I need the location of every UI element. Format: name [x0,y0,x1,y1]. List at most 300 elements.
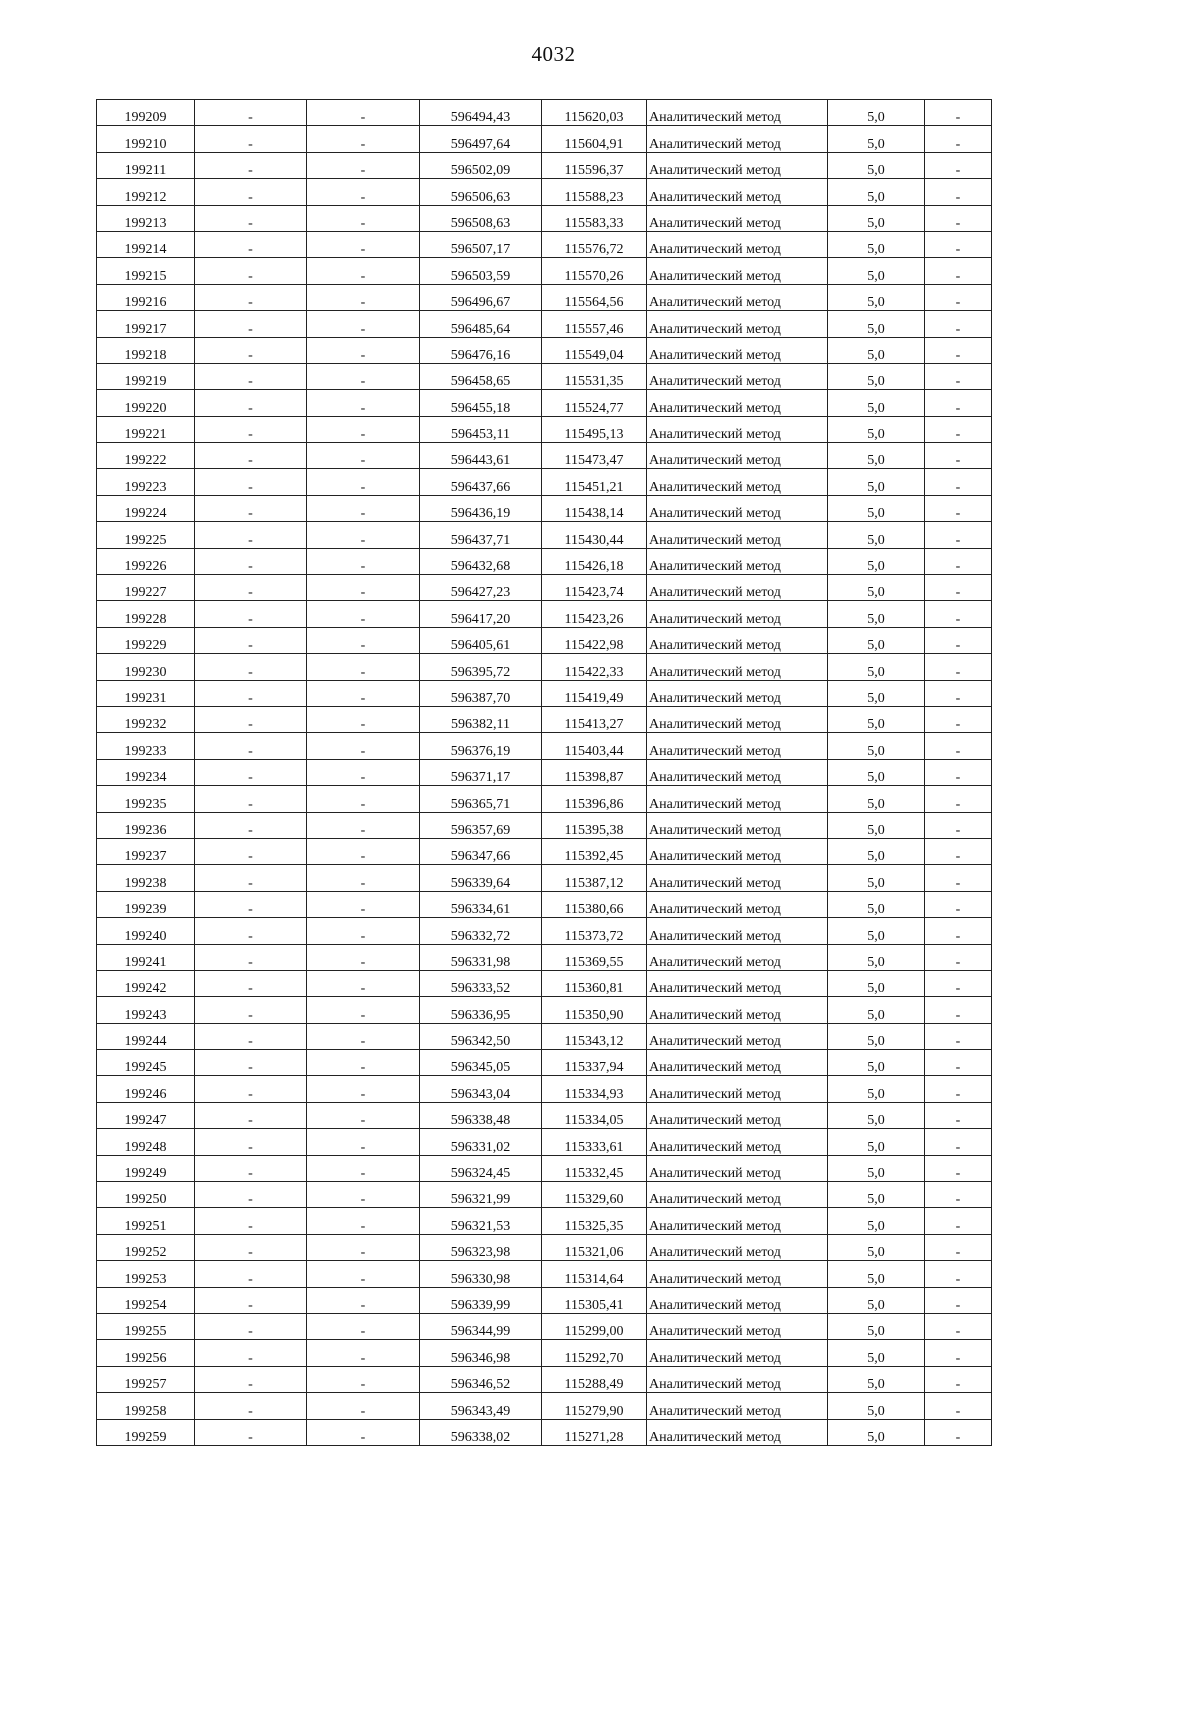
dash-cell: - [925,363,992,389]
table-row [97,469,992,495]
x-coordinate-cell: 596376,19 [420,733,542,759]
table-row [97,1287,992,1313]
x-coordinate-cell: 596338,02 [420,1419,542,1445]
point-number-cell: 199224 [97,495,195,521]
point-number-cell: 199226 [97,548,195,574]
accuracy-cell: 5,0 [828,838,925,864]
dash-cell: - [925,1129,992,1155]
table-row [97,1182,992,1208]
accuracy-cell: 5,0 [828,706,925,732]
point-number-cell: 199213 [97,205,195,231]
method-cell: Аналитический метод [647,891,828,917]
method-cell: Аналитический метод [647,1340,828,1366]
dash-cell: - [195,1340,307,1366]
x-coordinate-cell: 596497,64 [420,126,542,152]
x-coordinate-cell: 596436,19 [420,495,542,521]
y-coordinate-cell: 115333,61 [542,1129,647,1155]
dash-cell: - [925,337,992,363]
dash-cell: - [925,838,992,864]
point-number-cell: 199237 [97,838,195,864]
x-coordinate-cell: 596507,17 [420,231,542,257]
accuracy-cell: 5,0 [828,944,925,970]
x-coordinate-cell: 596338,48 [420,1102,542,1128]
table-row [97,944,992,970]
table-row [97,337,992,363]
accuracy-cell: 5,0 [828,1208,925,1234]
accuracy-cell: 5,0 [828,1182,925,1208]
accuracy-cell: 5,0 [828,654,925,680]
dash-cell: - [925,311,992,337]
dash-cell: - [195,1234,307,1260]
accuracy-cell: 5,0 [828,918,925,944]
y-coordinate-cell: 115495,13 [542,416,647,442]
dash-cell: - [307,363,420,389]
y-coordinate-cell: 115576,72 [542,231,647,257]
y-coordinate-cell: 115337,94 [542,1050,647,1076]
y-coordinate-cell: 115395,38 [542,812,647,838]
dash-cell: - [195,997,307,1023]
table-row [97,1340,992,1366]
accuracy-cell: 5,0 [828,363,925,389]
dash-cell: - [195,416,307,442]
dash-cell: - [307,1076,420,1102]
accuracy-cell: 5,0 [828,1023,925,1049]
table-row [97,1419,992,1445]
method-cell: Аналитический метод [647,575,828,601]
dash-cell: - [195,970,307,996]
table-row [97,152,992,178]
dash-cell: - [925,891,992,917]
method-cell: Аналитический метод [647,997,828,1023]
dash-cell: - [307,1129,420,1155]
point-number-cell: 199210 [97,126,195,152]
point-number-cell: 199250 [97,1182,195,1208]
dash-cell: - [307,1419,420,1445]
point-number-cell: 199223 [97,469,195,495]
method-cell: Аналитический метод [647,1102,828,1128]
dash-cell: - [925,1050,992,1076]
y-coordinate-cell: 115413,27 [542,706,647,732]
dash-cell: - [307,179,420,205]
dash-cell: - [195,126,307,152]
dash-cell: - [195,469,307,495]
dash-cell: - [307,443,420,469]
dash-cell: - [925,1182,992,1208]
method-cell: Аналитический метод [647,1050,828,1076]
table-row [97,627,992,653]
dash-cell: - [925,1261,992,1287]
accuracy-cell: 5,0 [828,1155,925,1181]
accuracy-cell: 5,0 [828,231,925,257]
dash-cell: - [195,680,307,706]
y-coordinate-cell: 115396,86 [542,786,647,812]
dash-cell: - [307,838,420,864]
dash-cell: - [307,891,420,917]
table-row [97,680,992,706]
dash-cell: - [195,1182,307,1208]
table-row [97,1208,992,1234]
dash-cell: - [925,1419,992,1445]
y-coordinate-cell: 115438,14 [542,495,647,521]
method-cell: Аналитический метод [647,548,828,574]
dash-cell: - [307,786,420,812]
y-coordinate-cell: 115271,28 [542,1419,647,1445]
dash-cell: - [307,1261,420,1287]
dash-cell: - [925,1234,992,1260]
dash-cell: - [307,627,420,653]
table-row [97,390,992,416]
method-cell: Аналитический метод [647,100,828,126]
page-number: 4032 [531,42,576,66]
dash-cell: - [195,1366,307,1392]
point-number-cell: 199222 [97,443,195,469]
dash-cell: - [307,548,420,574]
x-coordinate-cell: 596324,45 [420,1155,542,1181]
y-coordinate-cell: 115422,98 [542,627,647,653]
accuracy-cell: 5,0 [828,1102,925,1128]
table-row [97,1155,992,1181]
dash-cell: - [195,627,307,653]
dash-cell: - [307,1208,420,1234]
method-cell: Аналитический метод [647,205,828,231]
table-row [97,759,992,785]
accuracy-cell: 5,0 [828,416,925,442]
dash-cell: - [195,548,307,574]
x-coordinate-cell: 596331,98 [420,944,542,970]
point-number-cell: 199243 [97,997,195,1023]
x-coordinate-cell: 596455,18 [420,390,542,416]
dash-cell: - [307,733,420,759]
x-coordinate-cell: 596343,49 [420,1393,542,1419]
accuracy-cell: 5,0 [828,469,925,495]
y-coordinate-cell: 115369,55 [542,944,647,970]
dash-cell: - [195,1313,307,1339]
dash-cell: - [195,284,307,310]
method-cell: Аналитический метод [647,1023,828,1049]
x-coordinate-cell: 596331,02 [420,1129,542,1155]
y-coordinate-cell: 115334,05 [542,1102,647,1128]
dash-cell: - [307,865,420,891]
dash-cell: - [925,601,992,627]
point-number-cell: 199249 [97,1155,195,1181]
point-number-cell: 199225 [97,522,195,548]
x-coordinate-cell: 596346,98 [420,1340,542,1366]
dash-cell: - [307,1393,420,1419]
dash-cell: - [195,311,307,337]
dash-cell: - [925,495,992,521]
dash-cell: - [195,179,307,205]
dash-cell: - [925,1102,992,1128]
table-row [97,548,992,574]
point-number-cell: 199227 [97,575,195,601]
method-cell: Аналитический метод [647,1419,828,1445]
x-coordinate-cell: 596506,63 [420,179,542,205]
method-cell: Аналитический метод [647,1234,828,1260]
y-coordinate-cell: 115292,70 [542,1340,647,1366]
dash-cell: - [195,1076,307,1102]
dash-cell: - [925,812,992,838]
dash-cell: - [195,1287,307,1313]
y-coordinate-cell: 115557,46 [542,311,647,337]
x-coordinate-cell: 596382,11 [420,706,542,732]
dash-cell: - [925,733,992,759]
method-cell: Аналитический метод [647,1155,828,1181]
accuracy-cell: 5,0 [828,205,925,231]
table-row [97,231,992,257]
accuracy-cell: 5,0 [828,258,925,284]
dash-cell: - [195,522,307,548]
point-number-cell: 199234 [97,759,195,785]
method-cell: Аналитический метод [647,231,828,257]
table-row [97,1050,992,1076]
method-cell: Аналитический метод [647,522,828,548]
method-cell: Аналитический метод [647,654,828,680]
y-coordinate-cell: 115604,91 [542,126,647,152]
dash-cell: - [307,100,420,126]
point-number-cell: 199257 [97,1366,195,1392]
accuracy-cell: 5,0 [828,759,925,785]
dash-cell: - [307,416,420,442]
dash-cell: - [195,1129,307,1155]
dash-cell: - [925,522,992,548]
point-number-cell: 199235 [97,786,195,812]
y-coordinate-cell: 115423,74 [542,575,647,601]
accuracy-cell: 5,0 [828,1419,925,1445]
point-number-cell: 199258 [97,1393,195,1419]
dash-cell: - [307,654,420,680]
method-cell: Аналитический метод [647,970,828,996]
dash-cell: - [195,838,307,864]
x-coordinate-cell: 596323,98 [420,1234,542,1260]
point-number-cell: 199211 [97,152,195,178]
dash-cell: - [195,231,307,257]
y-coordinate-cell: 115329,60 [542,1182,647,1208]
dash-cell: - [307,601,420,627]
accuracy-cell: 5,0 [828,865,925,891]
point-number-cell: 199238 [97,865,195,891]
y-coordinate-cell: 115430,44 [542,522,647,548]
accuracy-cell: 5,0 [828,1076,925,1102]
method-cell: Аналитический метод [647,284,828,310]
accuracy-cell: 5,0 [828,495,925,521]
table-row [97,1076,992,1102]
x-coordinate-cell: 596336,95 [420,997,542,1023]
point-number-cell: 199236 [97,812,195,838]
dash-cell: - [925,627,992,653]
x-coordinate-cell: 596437,71 [420,522,542,548]
table-row [97,575,992,601]
y-coordinate-cell: 115451,21 [542,469,647,495]
method-cell: Аналитический метод [647,601,828,627]
x-coordinate-cell: 596339,64 [420,865,542,891]
table-row [97,918,992,944]
table-row [97,284,992,310]
x-coordinate-cell: 596321,99 [420,1182,542,1208]
x-coordinate-cell: 596395,72 [420,654,542,680]
point-number-cell: 199233 [97,733,195,759]
y-coordinate-cell: 115334,93 [542,1076,647,1102]
x-coordinate-cell: 596485,64 [420,311,542,337]
dash-cell: - [195,1419,307,1445]
accuracy-cell: 5,0 [828,126,925,152]
dash-cell: - [307,1182,420,1208]
table-row [97,891,992,917]
table-row [97,495,992,521]
dash-cell: - [307,1155,420,1181]
point-number-cell: 199232 [97,706,195,732]
method-cell: Аналитический метод [647,812,828,838]
y-coordinate-cell: 115288,49 [542,1366,647,1392]
table-row [97,100,992,126]
method-cell: Аналитический метод [647,1129,828,1155]
point-number-cell: 199259 [97,1419,195,1445]
y-coordinate-cell: 115422,33 [542,654,647,680]
method-cell: Аналитический метод [647,680,828,706]
dash-cell: - [307,284,420,310]
y-coordinate-cell: 115524,77 [542,390,647,416]
coordinates-table [96,99,992,1446]
dash-cell: - [925,654,992,680]
table-row [97,311,992,337]
x-coordinate-cell: 596365,71 [420,786,542,812]
point-number-cell: 199245 [97,1050,195,1076]
dash-cell: - [307,231,420,257]
dash-cell: - [925,1155,992,1181]
method-cell: Аналитический метод [647,706,828,732]
method-cell: Аналитический метод [647,627,828,653]
accuracy-cell: 5,0 [828,891,925,917]
x-coordinate-cell: 596344,99 [420,1313,542,1339]
table-row [97,443,992,469]
table-row [97,416,992,442]
accuracy-cell: 5,0 [828,311,925,337]
x-coordinate-cell: 596503,59 [420,258,542,284]
x-coordinate-cell: 596345,05 [420,1050,542,1076]
y-coordinate-cell: 115426,18 [542,548,647,574]
dash-cell: - [195,152,307,178]
dash-cell: - [195,759,307,785]
x-coordinate-cell: 596427,23 [420,575,542,601]
table-row [97,1261,992,1287]
table-row [97,654,992,680]
dash-cell: - [925,152,992,178]
dash-cell: - [925,1393,992,1419]
dash-cell: - [195,1261,307,1287]
dash-cell: - [195,1208,307,1234]
point-number-cell: 199251 [97,1208,195,1234]
y-coordinate-cell: 115398,87 [542,759,647,785]
method-cell: Аналитический метод [647,416,828,442]
dash-cell: - [925,258,992,284]
accuracy-cell: 5,0 [828,1234,925,1260]
dash-cell: - [195,495,307,521]
y-coordinate-cell: 115423,26 [542,601,647,627]
point-number-cell: 199231 [97,680,195,706]
method-cell: Аналитический метод [647,443,828,469]
dash-cell: - [195,1102,307,1128]
dash-cell: - [307,680,420,706]
point-number-cell: 199247 [97,1102,195,1128]
dash-cell: - [307,997,420,1023]
point-number-cell: 199252 [97,1234,195,1260]
table-row [97,1366,992,1392]
x-coordinate-cell: 596332,72 [420,918,542,944]
point-number-cell: 199254 [97,1287,195,1313]
dash-cell: - [307,337,420,363]
accuracy-cell: 5,0 [828,627,925,653]
point-number-cell: 199217 [97,311,195,337]
table-row [97,1023,992,1049]
method-cell: Аналитический метод [647,759,828,785]
table-row [97,786,992,812]
y-coordinate-cell: 115392,45 [542,838,647,864]
dash-cell: - [925,100,992,126]
dash-cell: - [307,944,420,970]
x-coordinate-cell: 596458,65 [420,363,542,389]
point-number-cell: 199219 [97,363,195,389]
dash-cell: - [925,1076,992,1102]
x-coordinate-cell: 596342,50 [420,1023,542,1049]
accuracy-cell: 5,0 [828,1393,925,1419]
y-coordinate-cell: 115380,66 [542,891,647,917]
table-row [97,997,992,1023]
accuracy-cell: 5,0 [828,733,925,759]
dash-cell: - [195,100,307,126]
accuracy-cell: 5,0 [828,680,925,706]
x-coordinate-cell: 596405,61 [420,627,542,653]
y-coordinate-cell: 115373,72 [542,918,647,944]
dash-cell: - [307,1366,420,1392]
method-cell: Аналитический метод [647,179,828,205]
dash-cell: - [195,1155,307,1181]
y-coordinate-cell: 115419,49 [542,680,647,706]
accuracy-cell: 5,0 [828,997,925,1023]
accuracy-cell: 5,0 [828,1340,925,1366]
dash-cell: - [195,812,307,838]
dash-cell: - [195,654,307,680]
table-row [97,363,992,389]
x-coordinate-cell: 596334,61 [420,891,542,917]
table-row [97,1102,992,1128]
dash-cell: - [307,812,420,838]
dash-cell: - [195,786,307,812]
x-coordinate-cell: 596387,70 [420,680,542,706]
dash-cell: - [925,416,992,442]
accuracy-cell: 5,0 [828,443,925,469]
dash-cell: - [195,1050,307,1076]
dash-cell: - [925,1366,992,1392]
accuracy-cell: 5,0 [828,1366,925,1392]
method-cell: Аналитический метод [647,337,828,363]
y-coordinate-cell: 115387,12 [542,865,647,891]
dash-cell: - [307,1287,420,1313]
dash-cell: - [195,205,307,231]
y-coordinate-cell: 115570,26 [542,258,647,284]
point-number-cell: 199240 [97,918,195,944]
accuracy-cell: 5,0 [828,284,925,310]
dash-cell: - [195,1393,307,1419]
dash-cell: - [307,970,420,996]
table-row [97,126,992,152]
x-coordinate-cell: 596437,66 [420,469,542,495]
point-number-cell: 199220 [97,390,195,416]
dash-cell: - [307,311,420,337]
point-number-cell: 199255 [97,1313,195,1339]
x-coordinate-cell: 596347,66 [420,838,542,864]
y-coordinate-cell: 115314,64 [542,1261,647,1287]
dash-cell: - [925,1340,992,1366]
table-row [97,179,992,205]
